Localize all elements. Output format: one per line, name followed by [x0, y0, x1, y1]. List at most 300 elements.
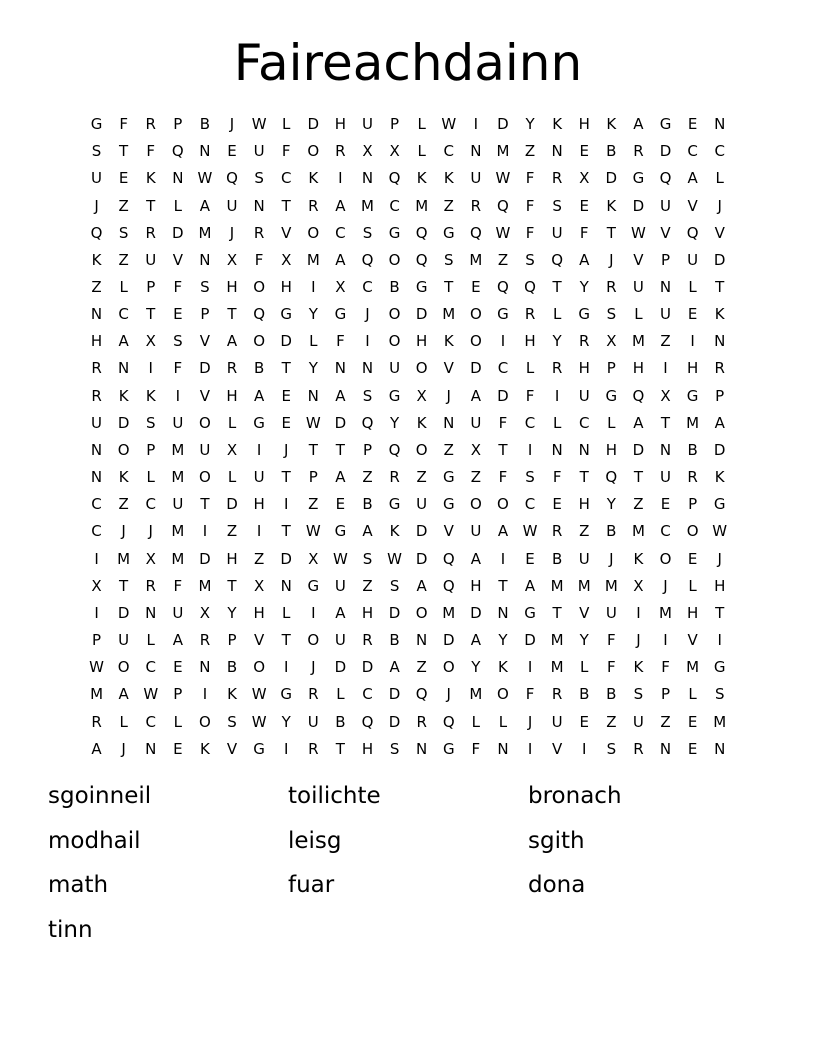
grid-letter: T	[227, 576, 237, 595]
grid-letter: U	[172, 495, 184, 514]
grid-letter: S	[362, 386, 373, 405]
grid-letter: D	[307, 115, 320, 134]
grid-row	[83, 355, 733, 382]
grid-letter: I	[717, 631, 722, 650]
grid-letter: S	[173, 332, 183, 351]
grid-letter: O	[469, 305, 482, 324]
grid-letter: R	[524, 305, 536, 324]
grid-letter: U	[551, 223, 563, 242]
grid-letter: S	[389, 739, 400, 758]
grid-letter: A	[497, 522, 509, 541]
grid-letter: O	[415, 603, 428, 622]
grid-letter: N	[334, 359, 346, 378]
grid-letter: U	[389, 359, 401, 378]
grid-letter: U	[632, 278, 644, 297]
grid-letter: A	[172, 631, 183, 650]
grid-letter: R	[551, 522, 563, 541]
grid-letter: R	[579, 332, 590, 351]
grid-letter: U	[145, 250, 157, 269]
grid-letter: P	[606, 359, 616, 378]
grid-letter: G	[442, 739, 455, 758]
grid-letter: Y	[579, 631, 589, 650]
grid-letter: F	[471, 739, 481, 758]
grid-letter: L	[688, 278, 697, 297]
grid-letter: N	[714, 739, 726, 758]
grid-letter: G	[713, 495, 726, 514]
grid-letter: V	[579, 603, 590, 622]
grid-letter: E	[687, 549, 698, 568]
grid-letter: D	[470, 603, 482, 622]
grid-letter: Q	[388, 169, 401, 188]
grid-letter: W	[631, 223, 646, 242]
grid-letter: H	[605, 440, 617, 459]
grid-letter: D	[117, 413, 130, 432]
grid-letter: E	[579, 712, 589, 731]
grid-letter: X	[470, 440, 481, 459]
grid-row	[83, 165, 733, 192]
grid-letter: R	[145, 115, 156, 134]
word-list-item: math	[48, 872, 109, 898]
grid-letter: Z	[91, 278, 102, 297]
grid-letter: G	[280, 685, 293, 704]
grid-letter: W	[143, 685, 159, 704]
grid-letter: A	[470, 386, 481, 405]
grid-letter: V	[687, 631, 698, 650]
grid-letter: W	[332, 549, 348, 568]
grid-letter: N	[118, 359, 130, 378]
grid-letter: I	[690, 332, 695, 351]
grid-letter: U	[660, 305, 671, 324]
grid-letter: Q	[442, 549, 455, 568]
grid-letter: L	[227, 468, 237, 487]
grid-letter: E	[173, 739, 183, 758]
grid-letter: F	[661, 658, 670, 677]
grid-letter: Y	[552, 332, 562, 351]
grid-letter: V	[281, 223, 292, 242]
grid-letter: S	[389, 576, 400, 595]
grid-letter: A	[524, 576, 536, 595]
grid-letter: R	[362, 631, 373, 650]
grid-letter: L	[715, 169, 724, 188]
grid-letter: A	[633, 413, 644, 432]
grid-letter: Q	[361, 250, 374, 269]
grid-letter: Y	[308, 305, 318, 324]
grid-letter: N	[714, 332, 726, 351]
grid-letter: Q	[388, 440, 401, 459]
grid-row	[83, 627, 733, 654]
grid-row	[83, 437, 733, 464]
grid-letter: M	[631, 332, 645, 351]
grid-letter: Z	[660, 332, 671, 351]
grid-letter: O	[117, 440, 130, 459]
grid-letter: C	[145, 658, 156, 677]
grid-letter: V	[687, 196, 698, 215]
grid-letter: E	[227, 142, 237, 161]
grid-letter: Z	[443, 196, 454, 215]
grid-letter: T	[146, 196, 156, 215]
grid-letter: L	[552, 305, 562, 324]
grid-letter: R	[91, 712, 102, 731]
grid-letter: W	[387, 549, 402, 568]
grid-letter: O	[415, 359, 428, 378]
grid-letter: I	[202, 522, 208, 541]
grid-letter: J	[121, 739, 126, 758]
grid-letter: I	[663, 359, 668, 378]
grid-letter: R	[551, 169, 563, 188]
grid-letter: U	[660, 468, 671, 487]
grid-letter: U	[253, 142, 265, 161]
grid-letter: S	[145, 413, 156, 432]
grid-letter: D	[632, 440, 645, 459]
grid-letter: F	[146, 142, 156, 161]
grid-letter: I	[256, 522, 262, 541]
grid-letter: R	[145, 223, 156, 242]
grid-letter: K	[227, 685, 237, 704]
grid-letter: D	[334, 413, 347, 432]
grid-letter: H	[280, 278, 292, 297]
grid-row	[83, 192, 733, 219]
grid-letter: T	[146, 305, 156, 324]
grid-letter: M	[469, 685, 483, 704]
grid-row	[83, 573, 733, 600]
grid-letter: D	[226, 495, 238, 514]
grid-letter: J	[717, 196, 722, 215]
grid-letter: O	[388, 250, 401, 269]
grid-letter: R	[91, 386, 102, 405]
grid-row	[83, 274, 733, 301]
grid-letter: T	[281, 468, 291, 487]
grid-letter: Z	[118, 196, 129, 215]
grid-letter: S	[714, 685, 725, 704]
grid-letter: X	[145, 549, 156, 568]
grid-letter: Q	[442, 712, 455, 731]
grid-letter: R	[308, 685, 319, 704]
grid-letter: U	[660, 196, 671, 215]
grid-letter: Z	[524, 142, 536, 161]
grid-letter: G	[605, 386, 618, 405]
grid-letter: V	[714, 223, 725, 242]
grid-letter: U	[470, 413, 482, 432]
grid-letter: N	[443, 413, 455, 432]
grid-letter: J	[609, 250, 614, 269]
grid-letter: O	[442, 658, 455, 677]
grid-row	[83, 708, 733, 735]
grid-letter: H	[253, 495, 265, 514]
grid-letter: Y	[606, 495, 616, 514]
grid-letter: D	[199, 549, 211, 568]
grid-letter: O	[415, 440, 428, 459]
grid-letter: Z	[470, 468, 481, 487]
grid-row	[83, 736, 733, 763]
grid-letter: K	[606, 115, 617, 134]
grid-letter: Z	[633, 495, 644, 514]
grid-letter: N	[659, 739, 672, 758]
grid-letter: L	[336, 685, 345, 704]
grid-letter: M	[171, 440, 185, 459]
grid-letter: H	[470, 576, 482, 595]
grid-letter: V	[633, 250, 644, 269]
grid-letter: U	[605, 603, 617, 622]
grid-letter: R	[633, 739, 644, 758]
grid-letter: U	[91, 169, 103, 188]
grid-letter: E	[660, 495, 671, 514]
grid-letter: F	[552, 468, 562, 487]
grid-letter: V	[226, 739, 238, 758]
grid-letter: E	[687, 115, 698, 134]
grid-letter: A	[470, 631, 481, 650]
grid-letter: A	[335, 603, 346, 622]
grid-letter: M	[442, 305, 456, 324]
grid-letter: N	[199, 250, 211, 269]
grid-letter: G	[280, 305, 293, 324]
grid-letter: J	[365, 305, 370, 324]
grid-letter: T	[552, 278, 562, 297]
grid-letter: J	[446, 386, 451, 405]
grid-letter: O	[199, 712, 211, 731]
grid-letter: M	[577, 576, 591, 595]
grid-row	[83, 654, 733, 681]
grid-letter: M	[361, 196, 374, 215]
grid-letter: B	[551, 549, 563, 568]
grid-letter: Z	[579, 522, 590, 541]
grid-letter: L	[552, 413, 562, 432]
grid-letter: D	[524, 631, 536, 650]
grid-letter: D	[470, 359, 482, 378]
grid-letter: S	[606, 739, 617, 758]
grid-letter: L	[471, 712, 481, 731]
grid-letter: J	[148, 522, 153, 541]
grid-letter: K	[606, 196, 617, 215]
word-list-item: tinn	[48, 916, 93, 943]
grid-letter: N	[361, 169, 374, 188]
grid-letter: I	[338, 169, 343, 188]
grid-letter: P	[660, 685, 671, 704]
grid-letter: L	[282, 115, 291, 134]
grid-letter: C	[335, 223, 346, 242]
grid-letter: F	[525, 223, 535, 242]
grid-letter: F	[525, 685, 535, 704]
grid-letter: C	[145, 495, 156, 514]
grid-letter: Q	[415, 685, 428, 704]
grid-letter: E	[687, 739, 698, 758]
grid-letter: M	[604, 576, 618, 595]
grid-letter: T	[308, 440, 318, 459]
grid-letter: G	[90, 115, 103, 134]
grid-letter: F	[607, 658, 616, 677]
grid-letter: U	[416, 495, 428, 514]
grid-letter: D	[388, 712, 401, 731]
grid-letter: Z	[497, 250, 509, 269]
grid-letter: M	[415, 196, 429, 215]
grid-letter: C	[524, 413, 536, 432]
grid-letter: C	[389, 196, 400, 215]
grid-letter: Y	[227, 603, 237, 622]
grid-letter: L	[146, 631, 155, 650]
grid-letter: N	[416, 739, 428, 758]
grid-letter: I	[311, 278, 316, 297]
grid-letter: H	[686, 359, 699, 378]
grid-letter: Q	[551, 250, 564, 269]
grid-letter: O	[307, 631, 320, 650]
grid-letter: H	[416, 332, 428, 351]
grid-letter: U	[470, 522, 482, 541]
grid-letter: T	[715, 603, 725, 622]
grid-letter: X	[199, 603, 211, 622]
grid-letter: J	[609, 549, 614, 568]
grid-letter: C	[118, 305, 129, 324]
grid-letter: U	[632, 712, 644, 731]
grid-letter: N	[90, 305, 103, 324]
grid-letter: G	[713, 658, 726, 677]
grid-letter: S	[606, 305, 617, 324]
grid-letter: I	[473, 115, 479, 134]
grid-letter: T	[119, 576, 129, 595]
grid-letter: O	[686, 522, 699, 541]
grid-letter: R	[335, 142, 346, 161]
grid-letter: N	[199, 658, 211, 677]
grid-letter: U	[687, 250, 699, 269]
grid-letter: P	[660, 250, 671, 269]
grid-letter: I	[148, 359, 153, 378]
grid-letter: U	[307, 712, 319, 731]
grid-letter: Q	[90, 223, 103, 242]
grid-letter: X	[253, 576, 265, 595]
grid-letter: B	[579, 685, 590, 704]
grid-letter: N	[551, 440, 563, 459]
grid-letter: Z	[660, 712, 671, 731]
grid-letter: G	[334, 522, 347, 541]
grid-letter: R	[416, 712, 427, 731]
grid-letter: W	[251, 685, 267, 704]
grid-letter: D	[605, 169, 618, 188]
grid-letter: R	[633, 142, 644, 161]
grid-letter: L	[688, 685, 697, 704]
grid-letter: U	[172, 603, 184, 622]
grid-letter: D	[415, 305, 428, 324]
grid-letter: F	[525, 386, 535, 405]
grid-letter: O	[469, 495, 482, 514]
grid-letter: A	[199, 196, 211, 215]
grid-letter: O	[469, 332, 482, 351]
grid-letter: C	[497, 359, 509, 378]
grid-row	[83, 383, 733, 410]
grid-letter: W	[251, 712, 267, 731]
grid-letter: Y	[308, 359, 318, 378]
grid-letter: D	[415, 522, 428, 541]
grid-letter: G	[442, 223, 455, 242]
grid-letter: R	[606, 278, 617, 297]
grid-letter: M	[442, 603, 456, 622]
grid-letter: P	[227, 631, 237, 650]
grid-letter: O	[199, 468, 211, 487]
grid-letter: G	[253, 739, 265, 758]
grid-letter: E	[579, 142, 589, 161]
grid-letter: M	[171, 468, 185, 487]
grid-letter: P	[688, 495, 698, 514]
grid-letter: P	[146, 278, 156, 297]
grid-letter: X	[145, 332, 156, 351]
grid-letter: K	[145, 169, 156, 188]
grid-letter: A	[714, 413, 725, 432]
grid-letter: F	[254, 250, 264, 269]
grid-letter: V	[253, 631, 265, 650]
word-list-item: sgith	[528, 827, 585, 854]
grid-letter: S	[362, 549, 373, 568]
grid-letter: G	[388, 223, 401, 242]
grid-letter: P	[92, 631, 102, 650]
grid-letter: Z	[118, 495, 129, 514]
grid-letter: G	[334, 305, 347, 324]
grid-letter: Z	[416, 658, 427, 677]
grid-letter: K	[118, 468, 129, 487]
grid-letter: K	[200, 739, 210, 758]
grid-letter: A	[253, 386, 265, 405]
grid-letter: E	[281, 386, 291, 405]
grid-letter: N	[280, 576, 292, 595]
grid-letter: L	[227, 413, 237, 432]
grid-letter: Q	[361, 413, 374, 432]
grid-letter: K	[145, 386, 156, 405]
grid-letter: D	[497, 386, 509, 405]
grid-letter: O	[199, 413, 211, 432]
grid-letter: M	[306, 250, 320, 269]
grid-letter: M	[198, 576, 212, 595]
grid-letter: K	[633, 658, 644, 677]
grid-letter: L	[417, 115, 426, 134]
grid-letter: T	[281, 359, 291, 378]
grid-letter: Z	[362, 576, 373, 595]
grid-letter: D	[280, 332, 292, 351]
grid-letter: P	[173, 115, 183, 134]
grid-letter: P	[146, 440, 156, 459]
grid-letter: Y	[579, 278, 589, 297]
grid-letter: O	[307, 223, 320, 242]
grid-letter: X	[281, 250, 292, 269]
word-list-item: dona	[528, 872, 586, 898]
grid-letter: M	[171, 549, 185, 568]
grid-letter: Z	[606, 712, 617, 731]
grid-letter: B	[335, 712, 346, 731]
grid-letter: M	[198, 223, 212, 242]
grid-letter: J	[283, 440, 289, 459]
grid-letter: D	[334, 658, 347, 677]
grid-letter: A	[226, 332, 238, 351]
grid-letter: G	[659, 115, 672, 134]
grid-letter: P	[390, 115, 400, 134]
grid-letter: H	[524, 332, 536, 351]
grid-letter: G	[415, 278, 428, 297]
grid-letter: U	[334, 631, 346, 650]
grid-letter: I	[283, 739, 289, 758]
grid-letter: M	[550, 576, 564, 595]
grid-letter: N	[714, 115, 726, 134]
grid-row	[83, 328, 733, 355]
grid-letter: P	[200, 305, 210, 324]
grid-letter: B	[199, 115, 211, 134]
grid-row	[83, 546, 733, 573]
grid-letter: L	[525, 359, 535, 378]
grid-letter: Y	[525, 115, 535, 134]
grid-letter: H	[714, 576, 726, 595]
grid-letter: I	[365, 332, 370, 351]
grid-letter: H	[90, 332, 103, 351]
grid-letter: G	[524, 603, 536, 622]
grid-letter: A	[91, 739, 102, 758]
grid-letter: G	[578, 305, 591, 324]
word-list-item: modhail	[48, 827, 141, 854]
grid-letter: U	[226, 196, 238, 215]
grid-letter: T	[498, 576, 508, 595]
